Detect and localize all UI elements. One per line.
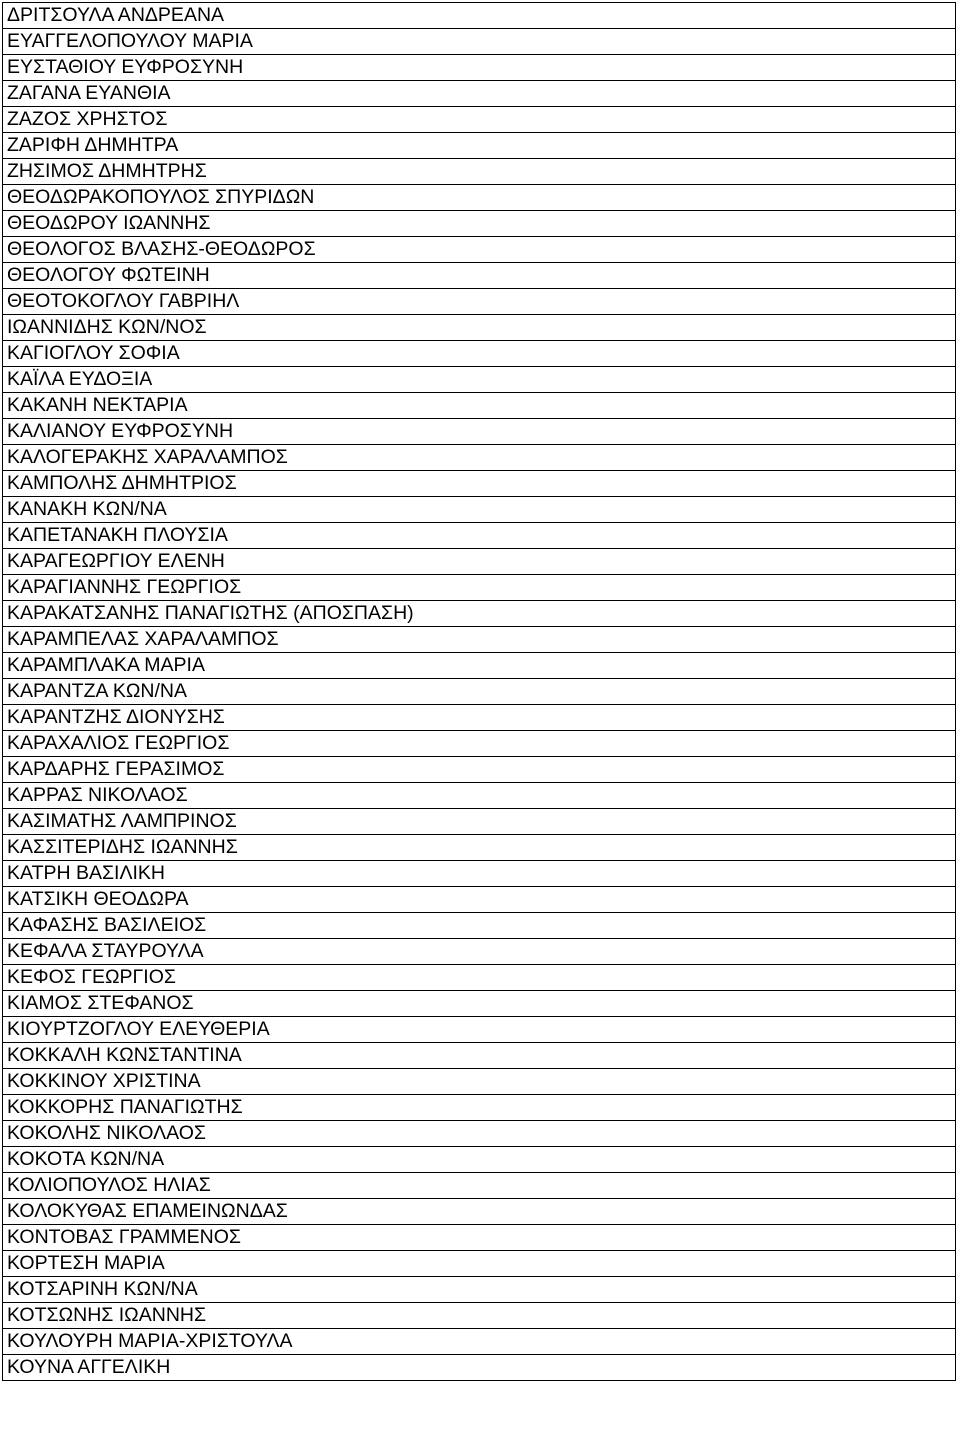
table-row (3, 289, 956, 315)
table-row (3, 1199, 956, 1225)
table-row (3, 367, 956, 393)
name-cell: ΚΑΡΑΝΤΖΗΣ ΔΙΟΝΥΣΗΣ (3, 705, 956, 731)
table-row (3, 341, 956, 367)
table-row (3, 133, 956, 159)
name-cell: ΚΑΡΑΧΑΛΙΟΣ ΓΕΩΡΓΙΟΣ (3, 731, 956, 757)
name-cell: ΚΟΚΚΑΛΗ ΚΩΝΣΤΑΝΤΙΝΑ (3, 1043, 956, 1069)
table-row (3, 1303, 956, 1329)
name-cell: ΚΟΛΟΚΥΘΑΣ ΕΠΑΜΕΙΝΩΝΔΑΣ (3, 1199, 956, 1225)
name-cell: ΚΑΤΣΙΚΗ ΘΕΟΔΩΡΑ (3, 887, 956, 913)
table-row (3, 1173, 956, 1199)
table-row (3, 679, 956, 705)
name-cell: ΚΑΡΑΓΕΩΡΓΙΟΥ ΕΛΕΝΗ (3, 549, 956, 575)
name-cell: ΔΡΙΤΣΟΥΛΑ ΑΝΔΡΕΑΝΑ (3, 3, 956, 29)
name-cell: ΚΙΟΥΡΤΖΟΓΛΟΥ ΕΛΕΥΘΕΡΙΑ (3, 1017, 956, 1043)
table-row (3, 445, 956, 471)
table-row (3, 1355, 956, 1381)
name-cell: ΚΑΜΠΟΛΗΣ ΔΗΜΗΤΡΙΟΣ (3, 471, 956, 497)
table-row (3, 965, 956, 991)
table-row (3, 185, 956, 211)
table-row (3, 1251, 956, 1277)
table-row (3, 627, 956, 653)
name-cell: ΘΕΟΔΩΡΟΥ ΙΩΑΝΝΗΣ (3, 211, 956, 237)
name-cell: ΚΑΡΑΝΤΖΑ ΚΩΝ/ΝΑ (3, 679, 956, 705)
name-cell: ΙΩΑΝΝΙΔΗΣ ΚΩΝ/ΝΟΣ (3, 315, 956, 341)
name-cell: ΘΕΟΛΟΓΟΥ ΦΩΤΕΙΝΗ (3, 263, 956, 289)
table-row (3, 757, 956, 783)
name-cell: ΚΑΣΙΜΑΤΗΣ ΛΑΜΠΡΙΝΟΣ (3, 809, 956, 835)
name-cell: ΚΑΡΑΜΠΕΛΑΣ ΧΑΡΑΛΑΜΠΟΣ (3, 627, 956, 653)
table-row (3, 913, 956, 939)
table-row (3, 1043, 956, 1069)
name-cell: ΚΟΛΙΟΠΟΥΛΟΣ ΗΛΙΑΣ (3, 1173, 956, 1199)
name-cell: ΚΟΤΣΑΡΙΝΗ ΚΩΝ/ΝΑ (3, 1277, 956, 1303)
name-cell: ΕΥΣΤΑΘΙΟΥ ΕΥΦΡΟΣΥΝΗ (3, 55, 956, 81)
name-cell: ΚΑΡΑΜΠΛΑΚΑ ΜΑΡΙΑ (3, 653, 956, 679)
table-row (3, 1329, 956, 1355)
table-row (3, 315, 956, 341)
table-row (3, 1277, 956, 1303)
table-row (3, 29, 956, 55)
table-row (3, 237, 956, 263)
table-row (3, 731, 956, 757)
table-row (3, 887, 956, 913)
name-cell: ΚΑΡΑΚΑΤΣΑΝΗΣ ΠΑΝΑΓΙΩΤΗΣ (ΑΠΟΣΠΑΣΗ) (3, 601, 956, 627)
table-row (3, 861, 956, 887)
name-cell: ΘΕΟΛΟΓΟΣ ΒΛΑΣΗΣ-ΘΕΟΔΩΡΟΣ (3, 237, 956, 263)
name-cell: ΚΟΥΝΑ ΑΓΓΕΛΙΚΗ (3, 1355, 956, 1381)
name-cell: ΚΑΠΕΤΑΝΑΚΗ ΠΛΟΥΣΙΑ (3, 523, 956, 549)
table-row (3, 81, 956, 107)
table-row (3, 939, 956, 965)
names-table (2, 2, 956, 1381)
table-row (3, 783, 956, 809)
name-cell: ΚΟΡΤΕΣΗ ΜΑΡΙΑ (3, 1251, 956, 1277)
table-row (3, 809, 956, 835)
name-cell: ΚΕΦΑΛΑ ΣΤΑΥΡΟΥΛΑ (3, 939, 956, 965)
table-row (3, 263, 956, 289)
table-row (3, 159, 956, 185)
name-cell: ΚΑΚΑΝΗ ΝΕΚΤΑΡΙΑ (3, 393, 956, 419)
table-row (3, 1147, 956, 1173)
name-cell: ΚΑΝΑΚΗ ΚΩΝ/ΝΑ (3, 497, 956, 523)
name-cell: ΚΟΚΚΟΡΗΣ ΠΑΝΑΓΙΩΤΗΣ (3, 1095, 956, 1121)
name-cell: ΚΑΣΣΙΤΕΡΙΔΗΣ ΙΩΑΝΝΗΣ (3, 835, 956, 861)
table-row (3, 549, 956, 575)
name-cell: ΚΟΤΣΩΝΗΣ ΙΩΑΝΝΗΣ (3, 1303, 956, 1329)
name-cell: ΚΑΪΛΑ ΕΥΔΟΞΙΑ (3, 367, 956, 393)
name-cell: ΘΕΟΤΟΚΟΓΛΟΥ ΓΑΒΡΙΗΛ (3, 289, 956, 315)
table-row (3, 107, 956, 133)
table-row (3, 1095, 956, 1121)
name-cell: ΖΑΓΑΝΑ ΕΥΑΝΘΙΑ (3, 81, 956, 107)
table-row (3, 3, 956, 29)
name-cell: ΖΑΖΟΣ ΧΡΗΣΤΟΣ (3, 107, 956, 133)
name-cell: ΚΑΡΔΑΡΗΣ ΓΕΡΑΣΙΜΟΣ (3, 757, 956, 783)
name-cell: ΚΟΝΤΟΒΑΣ ΓΡΑΜΜΕΝΟΣ (3, 1225, 956, 1251)
name-cell: ΚΑΓΙΟΓΛΟΥ ΣΟΦΙΑ (3, 341, 956, 367)
name-cell: ΖΗΣΙΜΟΣ ΔΗΜΗΤΡΗΣ (3, 159, 956, 185)
name-cell: ΚΕΦΟΣ ΓΕΩΡΓΙΟΣ (3, 965, 956, 991)
name-cell: ΚΑΛΟΓΕΡΑΚΗΣ ΧΑΡΑΛΑΜΠΟΣ (3, 445, 956, 471)
table-row (3, 1121, 956, 1147)
name-cell: ΘΕΟΔΩΡΑΚΟΠΟΥΛΟΣ ΣΠΥΡΙΔΩΝ (3, 185, 956, 211)
table-row (3, 393, 956, 419)
table-row (3, 1225, 956, 1251)
table-row (3, 705, 956, 731)
table-row (3, 991, 956, 1017)
table-row (3, 419, 956, 445)
name-cell: ΚΟΚΟΤΑ ΚΩΝ/ΝΑ (3, 1147, 956, 1173)
table-row (3, 575, 956, 601)
table-row (3, 497, 956, 523)
name-cell: ΚΙΑΜΟΣ ΣΤΕΦΑΝΟΣ (3, 991, 956, 1017)
name-cell: ΚΟΥΛΟΥΡΗ ΜΑΡΙΑ-ΧΡΙΣΤΟΥΛΑ (3, 1329, 956, 1355)
name-cell: ΖΑΡΙΦΗ ΔΗΜΗΤΡΑ (3, 133, 956, 159)
table-row (3, 601, 956, 627)
name-cell: ΚΑΤΡΗ ΒΑΣΙΛΙΚΗ (3, 861, 956, 887)
name-cell: ΚΑΦΑΣΗΣ ΒΑΣΙΛΕΙΟΣ (3, 913, 956, 939)
name-cell: ΚΑΡΡΑΣ ΝΙΚΟΛΑΟΣ (3, 783, 956, 809)
table-row (3, 1069, 956, 1095)
name-cell: ΚΟΚΟΛΗΣ ΝΙΚΟΛΑΟΣ (3, 1121, 956, 1147)
table-row (3, 1017, 956, 1043)
table-row (3, 211, 956, 237)
table-row (3, 835, 956, 861)
name-cell: ΕΥΑΓΓΕΛΟΠΟΥΛΟΥ ΜΑΡΙΑ (3, 29, 956, 55)
name-cell: ΚΟΚΚΙΝΟΥ ΧΡΙΣΤΙΝΑ (3, 1069, 956, 1095)
name-cell: ΚΑΛΙΑΝΟΥ ΕΥΦΡΟΣΥΝΗ (3, 419, 956, 445)
table-row (3, 471, 956, 497)
name-cell: ΚΑΡΑΓΙΑΝΝΗΣ ΓΕΩΡΓΙΟΣ (3, 575, 956, 601)
table-row (3, 55, 956, 81)
table-row (3, 523, 956, 549)
names-table-body (3, 3, 956, 1381)
table-row (3, 653, 956, 679)
